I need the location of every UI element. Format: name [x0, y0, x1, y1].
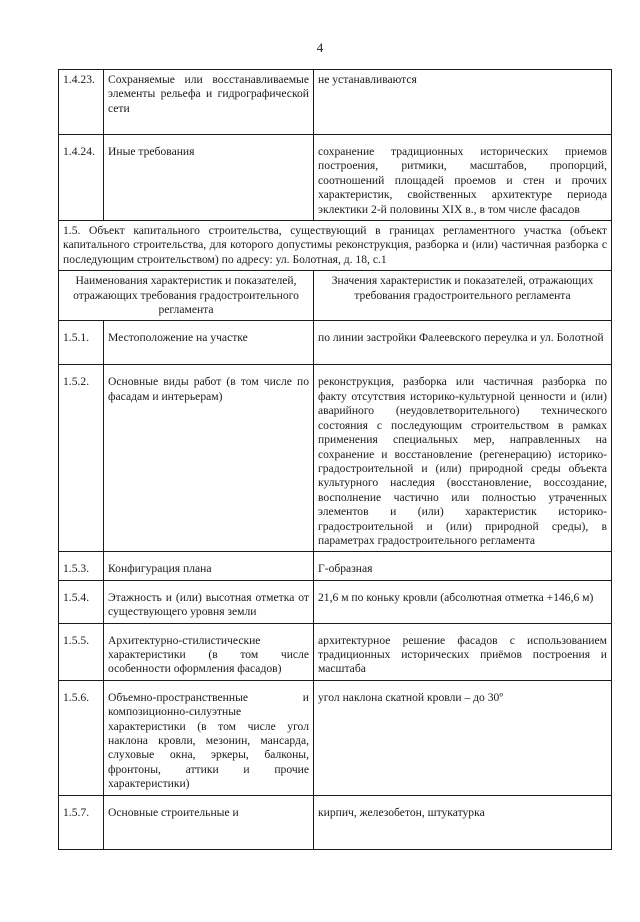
characteristic-value: угол наклона скатной кровли – до 30º [314, 680, 612, 795]
characteristic-value: архитектурное решение фасадов с использованием традиционных исторических приёмов построения и масштаба [314, 623, 612, 680]
characteristic-name: Местоположение на участке [104, 321, 314, 365]
row-number: 1.5.3. [59, 552, 104, 580]
table-row [59, 623, 612, 680]
table-row [59, 580, 612, 623]
row-number: 1.5.6. [59, 680, 104, 795]
characteristic-value: не устанавливаются [314, 70, 612, 135]
row-number: 1.5.7. [59, 795, 104, 849]
table-row [59, 365, 612, 552]
characteristic-value: кирпич, железобетон, штукатурка [314, 795, 612, 849]
regulation-table [58, 69, 612, 850]
row-number: 1.4.23. [59, 70, 104, 135]
page-number: 4 [316, 40, 324, 55]
column-header-values: Значения характеристик и показателей, отражающих требования градостроительного регламента [314, 271, 612, 321]
table-row [59, 135, 612, 221]
table-row [59, 552, 612, 580]
table-header-row [59, 271, 612, 321]
characteristic-value: 21,6 м по коньку кровли (абсолютная отметка +146,6 м) [314, 580, 612, 623]
characteristic-value: по линии застройки Фалеевского переулка и ул. Болотной [314, 321, 612, 365]
characteristic-name: Основные строительные и [104, 795, 314, 849]
row-number: 1.4.24. [59, 135, 104, 221]
table-row [59, 680, 612, 795]
section-heading: 1.5. Объект капитального строительства, существующий в границах регламентного участка (объект капитального строительства, для которого допустимы реконструкция, разборка и (или) частичная разборка с последующим строительством) по адресу: ул. Болотная, д. 18, с.1 [59, 221, 612, 271]
characteristic-name: Объемно-пространственные и композиционно-силуэтные характеристики (в том числе угол наклона кровли, мезонин, мансарда, слуховые окна, эркеры, балконы, фронтоны, аттики и прочие характеристики) [104, 680, 314, 795]
characteristic-name: Основные виды работ (в том числе по фасадам и интерьерам) [104, 365, 314, 552]
table-row [59, 795, 612, 849]
row-number: 1.5.2. [59, 365, 104, 552]
row-number: 1.5.5. [59, 623, 104, 680]
row-number: 1.5.4. [59, 580, 104, 623]
table-row [59, 70, 612, 135]
column-header-names: Наименования характеристик и показателей, отражающих требования градостроительного регламента [59, 271, 314, 321]
characteristic-name: Иные требования [104, 135, 314, 221]
characteristic-value: реконструкция, разборка или частичная разборка по факту отсутствия историко-культурной ценности и (или) аварийного (неудовлетворительного) технического состояния с последующим строительством в рамках применения специальных мер, направленных на сохранение и восстановление (регенерацию) историко-градостроительной и (или) природной среды объекта культурного наследия (восстановление, воссоздание, восполнение частично или полностью утраченных элементов и (или) характеристик историко-градостроительной и (или) природной среды), в параметрах градостроительного регламента [314, 365, 612, 552]
section-row [59, 221, 612, 271]
characteristic-name: Сохраняемые или восстанавливаемые элементы рельефа и гидрографической сети [104, 70, 314, 135]
characteristic-name: Архитектурно-стилистические характеристики (в том числе особенности оформления фасадов) [104, 623, 314, 680]
characteristic-name: Конфигурация плана [104, 552, 314, 580]
characteristic-value: сохранение традиционных исторических приемов построения, ритмики, масштабов, пропорций, соотношений площадей проемов и стен и прочих характеристик, свойственных архитектуре периода эклектики 2-й половины XIX в., в том числе фасадов [314, 135, 612, 221]
table-row [59, 321, 612, 365]
row-number: 1.5.1. [59, 321, 104, 365]
characteristic-value: Г-образная [314, 552, 612, 580]
characteristic-name: Этажность и (или) высотная отметка от существующего уровня земли [104, 580, 314, 623]
